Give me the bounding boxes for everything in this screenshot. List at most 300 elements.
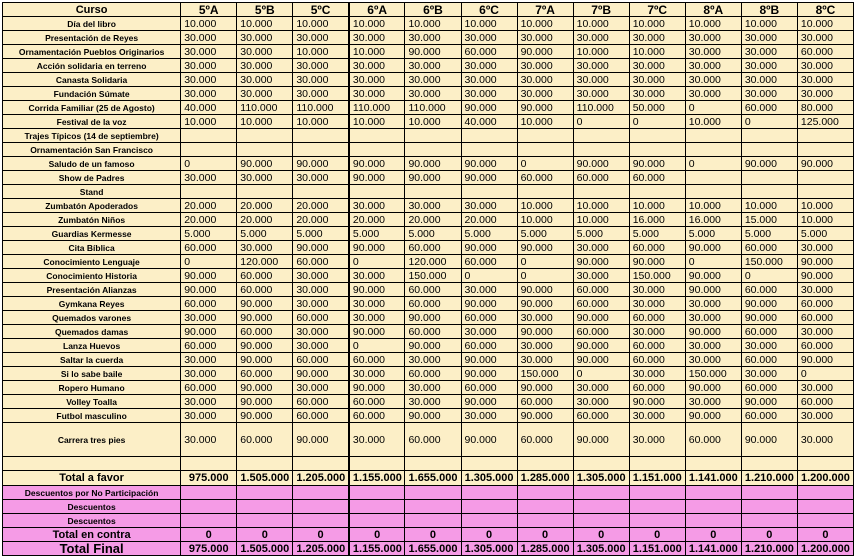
cell-7oc[interactable]: [629, 143, 685, 157]
cell-5oa[interactable]: [181, 185, 237, 199]
cell-7oa[interactable]: 10.000: [517, 115, 573, 129]
cell-8oc[interactable]: 60.000: [797, 395, 853, 409]
cell-8ob[interactable]: 1.210.000: [741, 542, 797, 556]
cell-7oc[interactable]: 30.000: [629, 367, 685, 381]
cell-8ob[interactable]: [741, 129, 797, 143]
cell-7oa[interactable]: 90.000: [517, 325, 573, 339]
cell-8oa[interactable]: 30.000: [685, 339, 741, 353]
row-label[interactable]: Carrera tres pies: [3, 423, 181, 457]
cell-7oa[interactable]: 30.000: [517, 73, 573, 87]
cell-7oa[interactable]: 1.285.000: [517, 542, 573, 556]
row-label[interactable]: Total Final: [3, 542, 181, 556]
cell-8oa[interactable]: 30.000: [685, 31, 741, 45]
cell-8ob[interactable]: 30.000: [741, 367, 797, 381]
cell-8oa[interactable]: 30.000: [685, 45, 741, 59]
cell-5ob[interactable]: 5.000: [237, 227, 293, 241]
cell-5ob[interactable]: [237, 486, 293, 500]
row-label[interactable]: Zumbatón Niños: [3, 213, 181, 227]
cell-7ob[interactable]: 0: [573, 115, 629, 129]
cell-6oc[interactable]: 90.000: [461, 241, 517, 255]
cell-5oa[interactable]: 30.000: [181, 367, 237, 381]
cell-7ob[interactable]: 60.000: [573, 297, 629, 311]
row-label[interactable]: Descuentos: [3, 500, 181, 514]
cell-6oc[interactable]: 90.000: [461, 423, 517, 457]
cell-7ob[interactable]: 1.305.000: [573, 471, 629, 486]
cell-6ob[interactable]: 30.000: [405, 73, 461, 87]
cell-6ob[interactable]: 90.000: [405, 339, 461, 353]
cell-8ob[interactable]: 90.000: [741, 311, 797, 325]
cell-7oc[interactable]: 30.000: [629, 423, 685, 457]
cell-8oc[interactable]: 0: [797, 528, 853, 542]
cell-5oc[interactable]: 10.000: [293, 115, 349, 129]
cell-6oa[interactable]: 60.000: [349, 353, 405, 367]
cell-8ob[interactable]: 90.000: [741, 297, 797, 311]
cell-6oc[interactable]: [461, 486, 517, 500]
cell-7oc[interactable]: 60.000: [629, 353, 685, 367]
cell-7ob[interactable]: 30.000: [573, 59, 629, 73]
row-label[interactable]: Corrida Familiar (25 de Agosto): [3, 101, 181, 115]
cell-8oa[interactable]: 30.000: [685, 87, 741, 101]
cell-8oa[interactable]: 10.000: [685, 199, 741, 213]
cell-7ob[interactable]: 110.000: [573, 101, 629, 115]
cell-7ob[interactable]: 10.000: [573, 17, 629, 31]
cell-6oa[interactable]: 10.000: [349, 17, 405, 31]
cell-7oa[interactable]: 90.000: [517, 283, 573, 297]
cell-5oa[interactable]: 30.000: [181, 423, 237, 457]
cell-7ob[interactable]: 90.000: [573, 353, 629, 367]
cell-7oc[interactable]: 5.000: [629, 227, 685, 241]
cell-5ob[interactable]: 30.000: [237, 87, 293, 101]
cell-7oa[interactable]: 90.000: [517, 241, 573, 255]
cell-8ob[interactable]: 15.000: [741, 213, 797, 227]
cell-8oc[interactable]: 125.000: [797, 115, 853, 129]
cell-8oc[interactable]: [797, 171, 853, 185]
cell-5oa[interactable]: 10.000: [181, 115, 237, 129]
cell-6oc[interactable]: [461, 143, 517, 157]
cell-8oa[interactable]: [685, 486, 741, 500]
cell-5oa[interactable]: 975.000: [181, 471, 237, 486]
row-label[interactable]: Saltar la cuerda: [3, 353, 181, 367]
cell-6ob[interactable]: 60.000: [405, 283, 461, 297]
cell-8oc[interactable]: 30.000: [797, 73, 853, 87]
cell-7oa[interactable]: [517, 129, 573, 143]
cell-8oa[interactable]: [685, 129, 741, 143]
cell-7ob[interactable]: 30.000: [573, 241, 629, 255]
cell-5ob[interactable]: 60.000: [237, 269, 293, 283]
cell-5oa[interactable]: 30.000: [181, 87, 237, 101]
cell-6oc[interactable]: 10.000: [461, 17, 517, 31]
cell-5oa[interactable]: 0: [181, 157, 237, 171]
cell-7oa[interactable]: 30.000: [517, 339, 573, 353]
cell-7oc[interactable]: 150.000: [629, 269, 685, 283]
cell-8oa[interactable]: 90.000: [685, 269, 741, 283]
cell-6ob[interactable]: 30.000: [405, 199, 461, 213]
cell-5oc[interactable]: 10.000: [293, 17, 349, 31]
cell-6oa[interactable]: 5.000: [349, 227, 405, 241]
cell-7oa[interactable]: 1.285.000: [517, 471, 573, 486]
cell-6ob[interactable]: 30.000: [405, 87, 461, 101]
cell-8ob[interactable]: 1.210.000: [741, 471, 797, 486]
cell-8oa[interactable]: 30.000: [685, 311, 741, 325]
cell-7oa[interactable]: 150.000: [517, 367, 573, 381]
cell-8ob[interactable]: 90.000: [741, 395, 797, 409]
cell-6oc[interactable]: [461, 500, 517, 514]
cell-6oc[interactable]: [461, 514, 517, 528]
cell-5oc[interactable]: 30.000: [293, 87, 349, 101]
cell-8ob[interactable]: 60.000: [741, 241, 797, 255]
cell-7oc[interactable]: 60.000: [629, 311, 685, 325]
cell-7ob[interactable]: 0: [573, 367, 629, 381]
cell-6oa[interactable]: 60.000: [349, 409, 405, 423]
cell-6oa[interactable]: 10.000: [349, 115, 405, 129]
cell-5ob[interactable]: 30.000: [237, 31, 293, 45]
cell-6oa[interactable]: [349, 500, 405, 514]
cell-8oa[interactable]: 30.000: [685, 73, 741, 87]
cell-8oc[interactable]: 90.000: [797, 353, 853, 367]
cell-5oc[interactable]: 30.000: [293, 73, 349, 87]
cell-7ob[interactable]: 30.000: [573, 73, 629, 87]
cell-5ob[interactable]: [237, 185, 293, 199]
cell-7ob[interactable]: 30.000: [573, 269, 629, 283]
cell-7oa[interactable]: 0: [517, 255, 573, 269]
row-label[interactable]: Cita Bíblica: [3, 241, 181, 255]
cell-7ob[interactable]: 5.000: [573, 227, 629, 241]
cell-6ob[interactable]: [405, 143, 461, 157]
cell-5oa[interactable]: 60.000: [181, 339, 237, 353]
cell-8oc[interactable]: [797, 185, 853, 199]
cell-5oa[interactable]: [181, 486, 237, 500]
cell-7ob[interactable]: 1.305.000: [573, 542, 629, 556]
cell-5oc[interactable]: 30.000: [293, 339, 349, 353]
cell-7oc[interactable]: 30.000: [629, 325, 685, 339]
cell-5ob[interactable]: 90.000: [237, 157, 293, 171]
cell-8oc[interactable]: 10.000: [797, 17, 853, 31]
cell-7ob[interactable]: [573, 185, 629, 199]
cell-8oc[interactable]: [797, 500, 853, 514]
cell-5oc[interactable]: [293, 185, 349, 199]
cell-7oc[interactable]: [629, 129, 685, 143]
cell-6oa[interactable]: 0: [349, 528, 405, 542]
cell-8oa[interactable]: [685, 185, 741, 199]
cell-5ob[interactable]: 90.000: [237, 311, 293, 325]
cell-5oa[interactable]: [181, 514, 237, 528]
cell-8ob[interactable]: 0: [741, 269, 797, 283]
cell-8oc[interactable]: [797, 514, 853, 528]
cell-5oa[interactable]: 60.000: [181, 241, 237, 255]
cell-7oa[interactable]: 0: [517, 157, 573, 171]
cell-6oa[interactable]: 1.155.000: [349, 471, 405, 486]
cell-7oc[interactable]: 90.000: [629, 395, 685, 409]
cell-5oc[interactable]: [293, 500, 349, 514]
cell-7oc[interactable]: 30.000: [629, 59, 685, 73]
cell-5oc[interactable]: 20.000: [293, 199, 349, 213]
cell-6oc[interactable]: 60.000: [461, 45, 517, 59]
cell-8oc[interactable]: 80.000: [797, 101, 853, 115]
cell-7oa[interactable]: 0: [517, 528, 573, 542]
cell-6oa[interactable]: 30.000: [349, 297, 405, 311]
cell-5oc[interactable]: [293, 143, 349, 157]
row-label[interactable]: Total a favor: [3, 471, 181, 486]
cell-8ob[interactable]: 0: [741, 115, 797, 129]
cell-6oc[interactable]: 60.000: [461, 255, 517, 269]
cell-5oc[interactable]: 90.000: [293, 157, 349, 171]
row-label[interactable]: Presentación Alianzas: [3, 283, 181, 297]
cell-8ob[interactable]: 5.000: [741, 227, 797, 241]
cell-6ob[interactable]: 60.000: [405, 423, 461, 457]
cell-5oa[interactable]: 30.000: [181, 311, 237, 325]
cell-6oa[interactable]: 30.000: [349, 87, 405, 101]
cell-7oa[interactable]: 10.000: [517, 199, 573, 213]
cell-7oc[interactable]: 10.000: [629, 45, 685, 59]
cell-6oc[interactable]: 40.000: [461, 115, 517, 129]
cell-8oc[interactable]: [797, 129, 853, 143]
row-label[interactable]: Stand: [3, 185, 181, 199]
cell-7oc[interactable]: 60.000: [629, 339, 685, 353]
cell-8oa[interactable]: 90.000: [685, 283, 741, 297]
cell-8oc[interactable]: 10.000: [797, 213, 853, 227]
cell-6oc[interactable]: 30.000: [461, 31, 517, 45]
cell-5oc[interactable]: 0: [293, 528, 349, 542]
cell-8oa[interactable]: 30.000: [685, 59, 741, 73]
cell-6ob[interactable]: 60.000: [405, 325, 461, 339]
cell-7ob[interactable]: 60.000: [573, 283, 629, 297]
cell-5oa[interactable]: 60.000: [181, 381, 237, 395]
row-label[interactable]: Si lo sabe baile: [3, 367, 181, 381]
cell-6oa[interactable]: [349, 143, 405, 157]
cell-5ob[interactable]: 110.000: [237, 101, 293, 115]
cell-5ob[interactable]: 60.000: [237, 423, 293, 457]
row-label[interactable]: Fundación Súmate: [3, 87, 181, 101]
cell-8ob[interactable]: 60.000: [741, 283, 797, 297]
cell-8ob[interactable]: 30.000: [741, 59, 797, 73]
cell-5oc[interactable]: 60.000: [293, 255, 349, 269]
cell-5oc[interactable]: [293, 129, 349, 143]
cell-8oc[interactable]: 90.000: [797, 269, 853, 283]
cell-5oa[interactable]: 0: [181, 255, 237, 269]
cell-6oa[interactable]: 20.000: [349, 213, 405, 227]
cell-5oa[interactable]: [181, 143, 237, 157]
cell-8oc[interactable]: 30.000: [797, 325, 853, 339]
cell-7ob[interactable]: 90.000: [573, 157, 629, 171]
cell-5oc[interactable]: 1.205.000: [293, 542, 349, 556]
cell-6oc[interactable]: 60.000: [461, 311, 517, 325]
cell-6ob[interactable]: 30.000: [405, 381, 461, 395]
cell-5ob[interactable]: 90.000: [237, 395, 293, 409]
cell-5oa[interactable]: 10.000: [181, 17, 237, 31]
cell-5oa[interactable]: 30.000: [181, 171, 237, 185]
cell-8oa[interactable]: 150.000: [685, 367, 741, 381]
cell-5ob[interactable]: 1.505.000: [237, 471, 293, 486]
cell-6oc[interactable]: 0: [461, 528, 517, 542]
cell-6oc[interactable]: 1.305.000: [461, 542, 517, 556]
cell-6oa[interactable]: 90.000: [349, 171, 405, 185]
cell-5ob[interactable]: [237, 129, 293, 143]
cell-8ob[interactable]: 30.000: [741, 45, 797, 59]
cell-7oa[interactable]: 10.000: [517, 213, 573, 227]
cell-7oc[interactable]: 60.000: [629, 241, 685, 255]
cell-5oc[interactable]: 1.205.000: [293, 471, 349, 486]
cell-5ob[interactable]: 30.000: [237, 73, 293, 87]
cell-8oc[interactable]: 90.000: [797, 255, 853, 269]
cell-6oa[interactable]: 90.000: [349, 283, 405, 297]
cell-7ob[interactable]: 30.000: [573, 395, 629, 409]
cell-8oa[interactable]: [685, 500, 741, 514]
cell-7ob[interactable]: 60.000: [573, 409, 629, 423]
cell-7oc[interactable]: 1.151.000: [629, 471, 685, 486]
cell-7ob[interactable]: 60.000: [573, 325, 629, 339]
cell-7ob[interactable]: 0: [573, 528, 629, 542]
row-label[interactable]: Saludo de un famoso: [3, 157, 181, 171]
cell-5oc[interactable]: 60.000: [293, 311, 349, 325]
cell-6oa[interactable]: 30.000: [349, 423, 405, 457]
row-label[interactable]: Canasta Solidaria: [3, 73, 181, 87]
cell-6oc[interactable]: 0: [461, 269, 517, 283]
cell-7oa[interactable]: 30.000: [517, 87, 573, 101]
cell-5oa[interactable]: 20.000: [181, 213, 237, 227]
cell-5oa[interactable]: 40.000: [181, 101, 237, 115]
cell-8oa[interactable]: 5.000: [685, 227, 741, 241]
cell-6ob[interactable]: 60.000: [405, 367, 461, 381]
cell-6oa[interactable]: 90.000: [349, 157, 405, 171]
cell-8ob[interactable]: 30.000: [741, 339, 797, 353]
row-label[interactable]: Show de Padres: [3, 171, 181, 185]
cell-8ob[interactable]: [741, 514, 797, 528]
cell-7oc[interactable]: 30.000: [629, 87, 685, 101]
cell-7ob[interactable]: 90.000: [573, 339, 629, 353]
cell-7oa[interactable]: 10.000: [517, 17, 573, 31]
cell-8oa[interactable]: 90.000: [685, 325, 741, 339]
cell-5ob[interactable]: 120.000: [237, 255, 293, 269]
cell-6oc[interactable]: 90.000: [461, 157, 517, 171]
cell-8ob[interactable]: 60.000: [741, 353, 797, 367]
cell-7ob[interactable]: 30.000: [573, 31, 629, 45]
cell-5ob[interactable]: 20.000: [237, 213, 293, 227]
cell-8oc[interactable]: 1.200.000: [797, 471, 853, 486]
cell-5oa[interactable]: 30.000: [181, 31, 237, 45]
cell-5oc[interactable]: 10.000: [293, 45, 349, 59]
cell-6oc[interactable]: 90.000: [461, 297, 517, 311]
cell-7oa[interactable]: [517, 486, 573, 500]
cell-5oa[interactable]: 30.000: [181, 45, 237, 59]
cell-8ob[interactable]: [741, 486, 797, 500]
cell-5oc[interactable]: 20.000: [293, 213, 349, 227]
cell-6ob[interactable]: 110.000: [405, 101, 461, 115]
cell-7ob[interactable]: 10.000: [573, 199, 629, 213]
cell-6oa[interactable]: 110.000: [349, 101, 405, 115]
cell-6ob[interactable]: 90.000: [405, 45, 461, 59]
cell-5oa[interactable]: 30.000: [181, 395, 237, 409]
cell-5oc[interactable]: 5.000: [293, 227, 349, 241]
cell-8ob[interactable]: 90.000: [741, 423, 797, 457]
cell-8ob[interactable]: [741, 143, 797, 157]
cell-8oc[interactable]: 0: [797, 367, 853, 381]
cell-5ob[interactable]: [237, 500, 293, 514]
cell-6oc[interactable]: [461, 185, 517, 199]
cell-5oa[interactable]: 30.000: [181, 409, 237, 423]
cell-8ob[interactable]: 150.000: [741, 255, 797, 269]
cell-5ob[interactable]: 30.000: [237, 171, 293, 185]
cell-6oa[interactable]: 30.000: [349, 59, 405, 73]
cell-5oc[interactable]: 30.000: [293, 381, 349, 395]
cell-8oa[interactable]: 30.000: [685, 353, 741, 367]
cell-5oa[interactable]: 90.000: [181, 283, 237, 297]
cell-8oc[interactable]: 30.000: [797, 409, 853, 423]
cell-6ob[interactable]: 30.000: [405, 395, 461, 409]
cell-7oc[interactable]: [629, 514, 685, 528]
cell-8ob[interactable]: [741, 171, 797, 185]
cell-6ob[interactable]: 10.000: [405, 115, 461, 129]
cell-7oa[interactable]: [517, 500, 573, 514]
cell-5oa[interactable]: 60.000: [181, 297, 237, 311]
cell-6oc[interactable]: 90.000: [461, 353, 517, 367]
cell-8oc[interactable]: 60.000: [797, 339, 853, 353]
cell-5oc[interactable]: 30.000: [293, 59, 349, 73]
cell-5ob[interactable]: 90.000: [237, 297, 293, 311]
cell-5oc[interactable]: 30.000: [293, 297, 349, 311]
cell-8oa[interactable]: 1.141.000: [685, 542, 741, 556]
cell-8ob[interactable]: 90.000: [741, 157, 797, 171]
cell-5oc[interactable]: 30.000: [293, 269, 349, 283]
cell-7oa[interactable]: 60.000: [517, 171, 573, 185]
cell-6ob[interactable]: 60.000: [405, 241, 461, 255]
cell-8oc[interactable]: 30.000: [797, 283, 853, 297]
cell-7ob[interactable]: 30.000: [573, 87, 629, 101]
cell-6oa[interactable]: 30.000: [349, 73, 405, 87]
cell-6oc[interactable]: 90.000: [461, 171, 517, 185]
cell-6oa[interactable]: [349, 514, 405, 528]
cell-5oc[interactable]: 90.000: [293, 241, 349, 255]
cell-6ob[interactable]: 20.000: [405, 213, 461, 227]
cell-6oc[interactable]: 90.000: [461, 101, 517, 115]
cell-6ob[interactable]: 0: [405, 528, 461, 542]
cell-8ob[interactable]: [741, 500, 797, 514]
cell-6ob[interactable]: [405, 514, 461, 528]
row-label[interactable]: Conocimiento Lenguaje: [3, 255, 181, 269]
row-label[interactable]: Ornamentación San Francisco: [3, 143, 181, 157]
row-label[interactable]: Festival de la voz: [3, 115, 181, 129]
cell-6oc[interactable]: 30.000: [461, 87, 517, 101]
cell-6oc[interactable]: 90.000: [461, 367, 517, 381]
cell-8oc[interactable]: 30.000: [797, 423, 853, 457]
cell-5ob[interactable]: 90.000: [237, 353, 293, 367]
cell-7oc[interactable]: [629, 185, 685, 199]
cell-7ob[interactable]: [573, 500, 629, 514]
cell-5ob[interactable]: 30.000: [237, 241, 293, 255]
cell-6ob[interactable]: 10.000: [405, 17, 461, 31]
cell-5ob[interactable]: [237, 514, 293, 528]
cell-8oc[interactable]: 30.000: [797, 87, 853, 101]
cell-8oa[interactable]: 16.000: [685, 213, 741, 227]
cell-8oa[interactable]: 90.000: [685, 409, 741, 423]
cell-7oc[interactable]: 60.000: [629, 381, 685, 395]
cell-5oa[interactable]: 30.000: [181, 353, 237, 367]
cell-7oa[interactable]: 30.000: [517, 311, 573, 325]
row-label[interactable]: Presentación de Reyes: [3, 31, 181, 45]
cell-5ob[interactable]: 90.000: [237, 339, 293, 353]
cell-7oc[interactable]: 50.000: [629, 101, 685, 115]
cell-6ob[interactable]: 1.655.000: [405, 542, 461, 556]
cell-5oc[interactable]: 90.000: [293, 423, 349, 457]
row-label[interactable]: Quemados damas: [3, 325, 181, 339]
cell-5ob[interactable]: 60.000: [237, 367, 293, 381]
cell-6ob[interactable]: [405, 486, 461, 500]
cell-8oa[interactable]: 90.000: [685, 241, 741, 255]
cell-8oc[interactable]: 90.000: [797, 157, 853, 171]
cell-5ob[interactable]: 60.000: [237, 283, 293, 297]
cell-5oa[interactable]: 30.000: [181, 73, 237, 87]
cell-8ob[interactable]: 60.000: [741, 101, 797, 115]
cell-7oc[interactable]: 30.000: [629, 409, 685, 423]
